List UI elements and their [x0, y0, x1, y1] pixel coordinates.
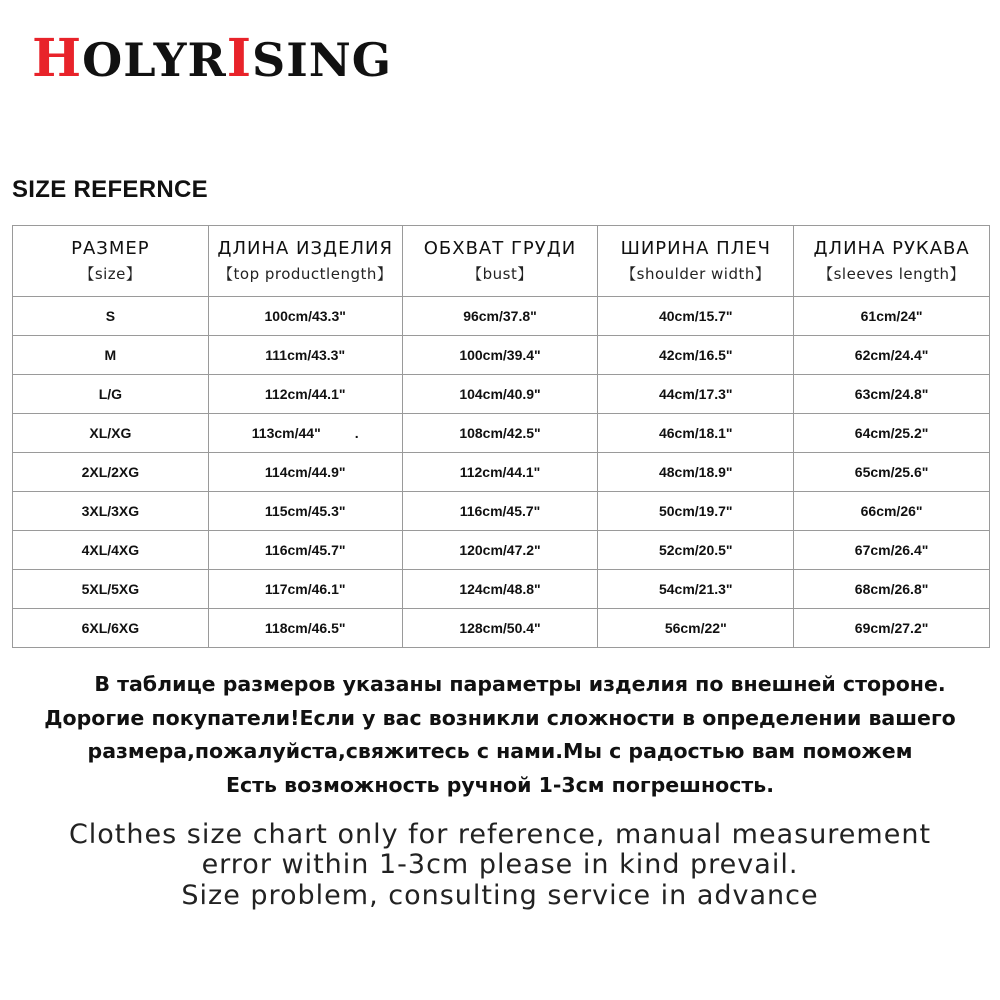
header-bust — [402, 226, 598, 297]
cell-shoulder: 50cm/19.7" — [598, 492, 794, 531]
table-row — [13, 375, 990, 414]
cell-bust: 104cm/40.9" — [402, 375, 598, 414]
table-row — [13, 609, 990, 648]
cell-bust: 116cm/45.7" — [402, 492, 598, 531]
cell-shoulder: 46cm/18.1" — [598, 414, 794, 453]
cell-sleeve: 61cm/24" — [794, 297, 990, 336]
cell-bust: 100cm/39.4" — [402, 336, 598, 375]
header-length — [208, 226, 402, 297]
cell-shoulder: 48cm/18.9" — [598, 453, 794, 492]
cell-bust: 108cm/42.5" — [402, 414, 598, 453]
table-row — [13, 414, 990, 453]
cell-length: 100cm/43.3" — [208, 297, 402, 336]
cell-size: L/G — [13, 375, 209, 414]
header-sleeve — [794, 226, 990, 297]
note-ru-line-3: размера,пожалуйста,свяжитесь с нами.Мы с радостью вам поможем — [87, 739, 913, 763]
cell-bust: 128cm/50.4" — [402, 609, 598, 648]
logo-letters-olyr: OLYR — [82, 33, 227, 87]
logo-letter-h: H — [32, 28, 83, 89]
table-row — [13, 492, 990, 531]
cell-sleeve: 65cm/25.6" — [794, 453, 990, 492]
logo-letters-sing: SING — [252, 33, 393, 87]
cell-length: 114cm/44.9" — [208, 453, 402, 492]
header-shoulder — [598, 226, 794, 297]
cell-length: 111cm/43.3" — [208, 336, 402, 375]
note-ru-line-4: Есть возможность ручной 1-3см погрешность. — [225, 773, 774, 797]
table-row — [13, 336, 990, 375]
size-chart-table — [12, 225, 990, 648]
cell-size: 6XL/6XG — [13, 609, 209, 648]
table-row — [13, 531, 990, 570]
note-en-line-2: error within 1-3cm please in kind prevail. — [201, 849, 799, 880]
cell-shoulder: 42cm/16.5" — [598, 336, 794, 375]
cell-bust: 120cm/47.2" — [402, 531, 598, 570]
note-ru-line-2: Дорогие покупатели!Если у вас возникли сложности в определении вашего — [44, 706, 956, 730]
cell-length: 117cm/46.1" — [208, 570, 402, 609]
header-size — [13, 226, 209, 297]
cell-length — [208, 414, 402, 453]
cell-shoulder: 54cm/21.3" — [598, 570, 794, 609]
cell-length: 118cm/46.5" — [208, 609, 402, 648]
page-title: SIZE REFERNCE — [12, 176, 208, 203]
header-label-ru: ШИРИНА ПЛЕЧ — [620, 238, 771, 259]
table-row — [13, 570, 990, 609]
cell-shoulder: 44cm/17.3" — [598, 375, 794, 414]
table-header-row — [13, 226, 990, 297]
header-label-en: 【bust】 — [467, 265, 533, 283]
cell-length-value: 113cm/44" — [251, 425, 321, 441]
cell-size: 5XL/5XG — [13, 570, 209, 609]
cell-sleeve: 66cm/26" — [794, 492, 990, 531]
note-en-line-3: Size problem, consulting service in advance — [181, 880, 819, 911]
stray-dot: . — [354, 425, 359, 441]
table-row — [13, 453, 990, 492]
cell-sleeve: 63cm/24.8" — [794, 375, 990, 414]
header-label-en: 【shoulder width】 — [621, 265, 771, 283]
logo-letter-i: I — [226, 28, 253, 89]
cell-bust: 124cm/48.8" — [402, 570, 598, 609]
note-ru-line-1: В таблице размеров указаны параметры изделия по внешней стороне. — [94, 672, 946, 696]
cell-sleeve: 67cm/26.4" — [794, 531, 990, 570]
header-label-ru: ДЛИНА РУКАВА — [813, 238, 970, 259]
cell-bust: 112cm/44.1" — [402, 453, 598, 492]
cell-size: M — [13, 336, 209, 375]
cell-sleeve: 69cm/27.2" — [794, 609, 990, 648]
cell-shoulder: 52cm/20.5" — [598, 531, 794, 570]
brand-logo — [32, 28, 393, 89]
cell-length: 115cm/45.3" — [208, 492, 402, 531]
header-label-en: 【sleeves length】 — [818, 265, 966, 283]
header-label-ru: ДЛИНА ИЗДЕЛИЯ — [217, 238, 393, 259]
cell-sleeve: 68cm/26.8" — [794, 570, 990, 609]
note-en-line-1: Clothes size chart only for reference, manual measurement — [68, 819, 932, 850]
cell-length: 112cm/44.1" — [208, 375, 402, 414]
cell-size: XL/XG — [13, 414, 209, 453]
cell-length: 116cm/45.7" — [208, 531, 402, 570]
cell-shoulder: 40cm/15.7" — [598, 297, 794, 336]
cell-sleeve: 64cm/25.2" — [794, 414, 990, 453]
cell-size: S — [13, 297, 209, 336]
table-row — [13, 297, 990, 336]
cell-size: 3XL/3XG — [13, 492, 209, 531]
header-label-ru: РАЗМЕР — [71, 238, 150, 259]
cell-shoulder: 56cm/22" — [598, 609, 794, 648]
cell-size: 4XL/4XG — [13, 531, 209, 570]
cell-size: 2XL/2XG — [13, 453, 209, 492]
cell-bust: 96cm/37.8" — [402, 297, 598, 336]
cell-sleeve: 62cm/24.4" — [794, 336, 990, 375]
header-label-en: 【size】 — [79, 265, 142, 283]
header-label-en: 【top productlength】 — [218, 265, 393, 283]
header-label-ru: ОБХВАТ ГРУДИ — [423, 238, 577, 259]
